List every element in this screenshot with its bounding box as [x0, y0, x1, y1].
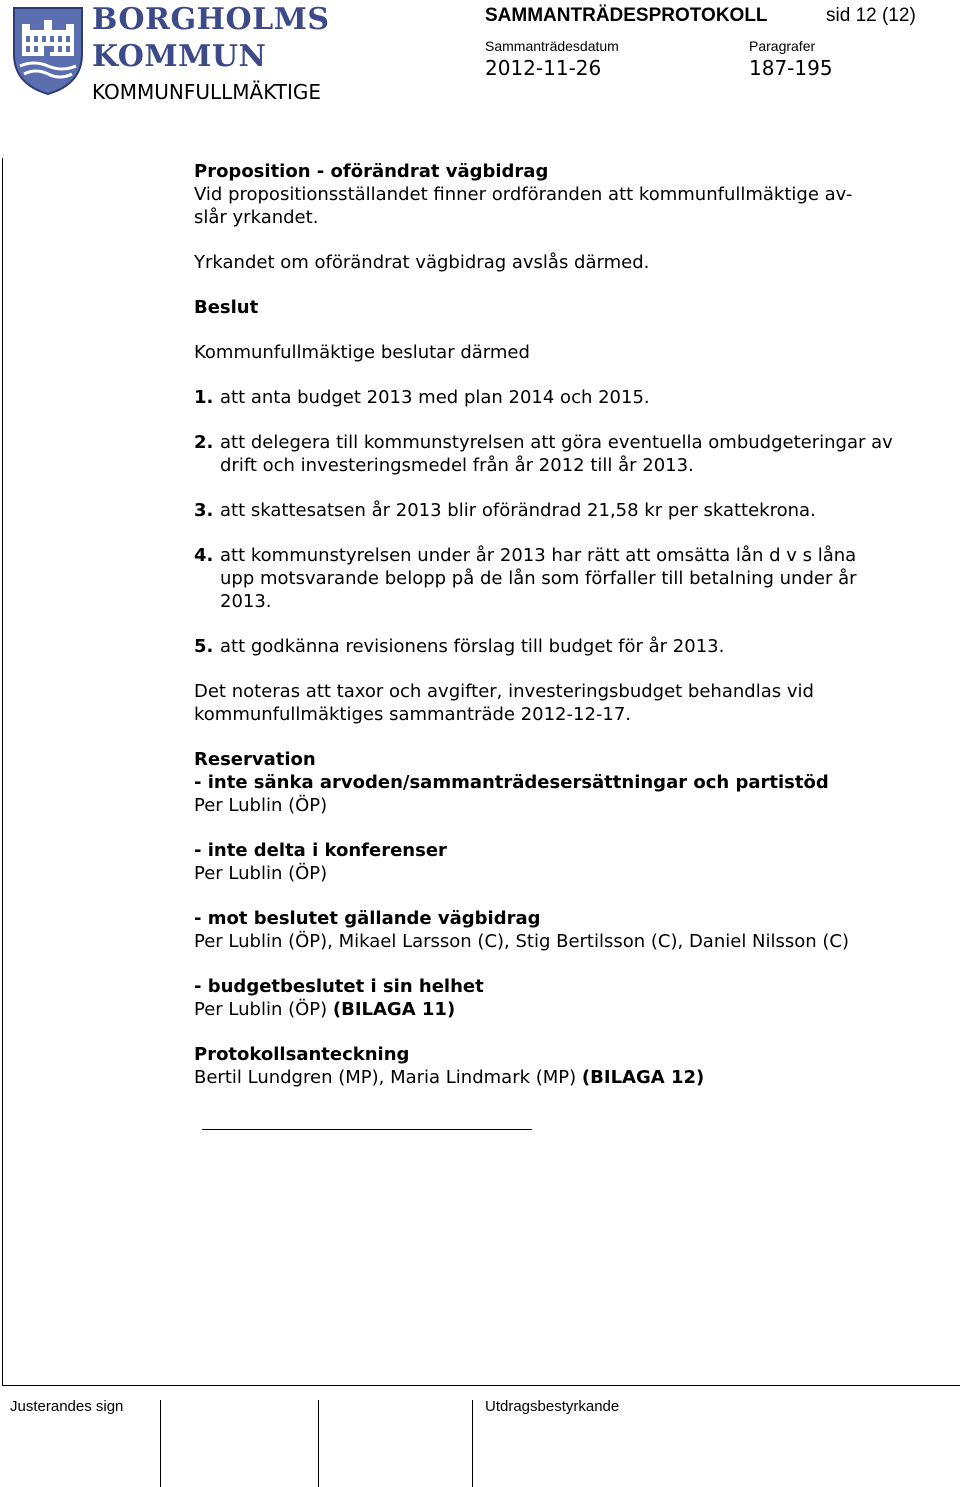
- paragraphs-range: 187-195: [749, 56, 833, 80]
- decision-text: att anta budget 2013 med plan 2014 och 2015.: [220, 387, 650, 408]
- beslut-intro: Kommunfullmäktige beslutar därmed: [194, 342, 530, 363]
- reservation-names: Per Lublin (ÖP), Mikael Larsson (C), Stig Bertilsson (C), Daniel Nilsson (C): [194, 931, 850, 952]
- document-body: [194, 160, 894, 1089]
- beslut-heading: Beslut: [194, 297, 259, 318]
- justerandes-sign-label: Justerandes sign: [10, 1398, 124, 1415]
- reservation-names: Per Lublin (ÖP): [194, 999, 328, 1020]
- organ-name: KOMMUNFULLMÄKTIGE: [92, 80, 322, 104]
- decision-number: 3.: [194, 500, 214, 521]
- decision-item-5: [194, 635, 894, 658]
- reservation-title: - inte sänka arvoden/sammanträdesersättningar och partistöd: [194, 772, 829, 793]
- decision-number: 2.: [194, 432, 214, 453]
- decision-item-2: [194, 431, 894, 477]
- decision-item-4: [194, 544, 894, 613]
- municipal-coat-of-arms-icon: [10, 4, 86, 96]
- signature-box-divider: [318, 1400, 319, 1487]
- protokollsanteckning-heading: Protokollsanteckning: [194, 1044, 410, 1065]
- signature-box-divider: [160, 1400, 161, 1487]
- footer-rule: [2, 1385, 960, 1386]
- proposition-heading: Proposition - oförändrat vägbidrag: [194, 161, 549, 182]
- reservation-heading: Reservation: [194, 749, 316, 770]
- yrkande-text: Yrkandet om oförändrat vägbidrag avslås därmed.: [194, 252, 650, 273]
- protokollsanteckning-line: [194, 1066, 894, 1089]
- decision-text: att delegera till kommunstyrelsen att göra eventuella ombudgeteringar av drift och investeringsmedel från år 2012 till år 2013.: [220, 432, 893, 476]
- appendix-reference: (BILAGA 11): [332, 999, 456, 1020]
- decision-text: att skattesatsen år 2013 blir oförändrad 21,58 kr per skattekrona.: [220, 500, 816, 521]
- utdragsbestyrkande-label: Utdragsbestyrkande: [485, 1398, 620, 1415]
- signature-line: [202, 1129, 532, 1130]
- paragraphs-label: Paragrafer: [749, 38, 816, 54]
- page-number: sid 12 (12): [826, 5, 916, 26]
- left-margin-rule: [2, 158, 3, 1386]
- meeting-date: 2012-11-26: [485, 56, 602, 80]
- appendix-reference: (BILAGA 12): [581, 1067, 705, 1088]
- reservation-title: - inte delta i konferenser: [194, 840, 447, 861]
- decision-number: 5.: [194, 636, 214, 657]
- decision-text: att kommunstyrelsen under år 2013 har rätt att omsätta lån d v s låna upp motsvarande belopp på de lån som förfaller till betalning under år 2013.: [220, 545, 857, 612]
- document-title: SAMMANTRÄDESPROTOKOLL: [485, 5, 768, 26]
- proposition-text-line2: slår yrkandet.: [194, 207, 319, 228]
- decision-text: att godkänna revisionens förslag till budget för år 2013.: [220, 636, 725, 657]
- reservation-names: Per Lublin (ÖP): [194, 795, 328, 816]
- noteras-text: Det noteras att taxor och avgifter, investeringsbudget behandlas vid kommunfullmäktiges sammanträde 2012-12-17.: [194, 681, 814, 725]
- signature-box-divider: [472, 1400, 473, 1487]
- proposition-text-line1: Vid propositionsställandet finner ordföranden att kommunfullmäktige av-: [194, 184, 853, 205]
- decision-item-1: [194, 386, 894, 409]
- reservation-title: - mot beslutet gällande vägbidrag: [194, 908, 541, 929]
- brand-name-line2: KOMMUN: [92, 39, 267, 74]
- protokollsanteckning-names: Bertil Lundgren (MP), Maria Lindmark (MP): [194, 1067, 577, 1088]
- meeting-date-label: Sammanträdesdatum: [485, 38, 619, 54]
- brand-name-line1: BORGHOLMS: [92, 2, 330, 37]
- reservation-names: Per Lublin (ÖP): [194, 863, 328, 884]
- decision-number: 4.: [194, 545, 214, 566]
- reservation-line: [194, 998, 894, 1021]
- decision-item-3: [194, 499, 894, 522]
- decision-number: 1.: [194, 387, 214, 408]
- reservation-title: - budgetbeslutet i sin helhet: [194, 976, 484, 997]
